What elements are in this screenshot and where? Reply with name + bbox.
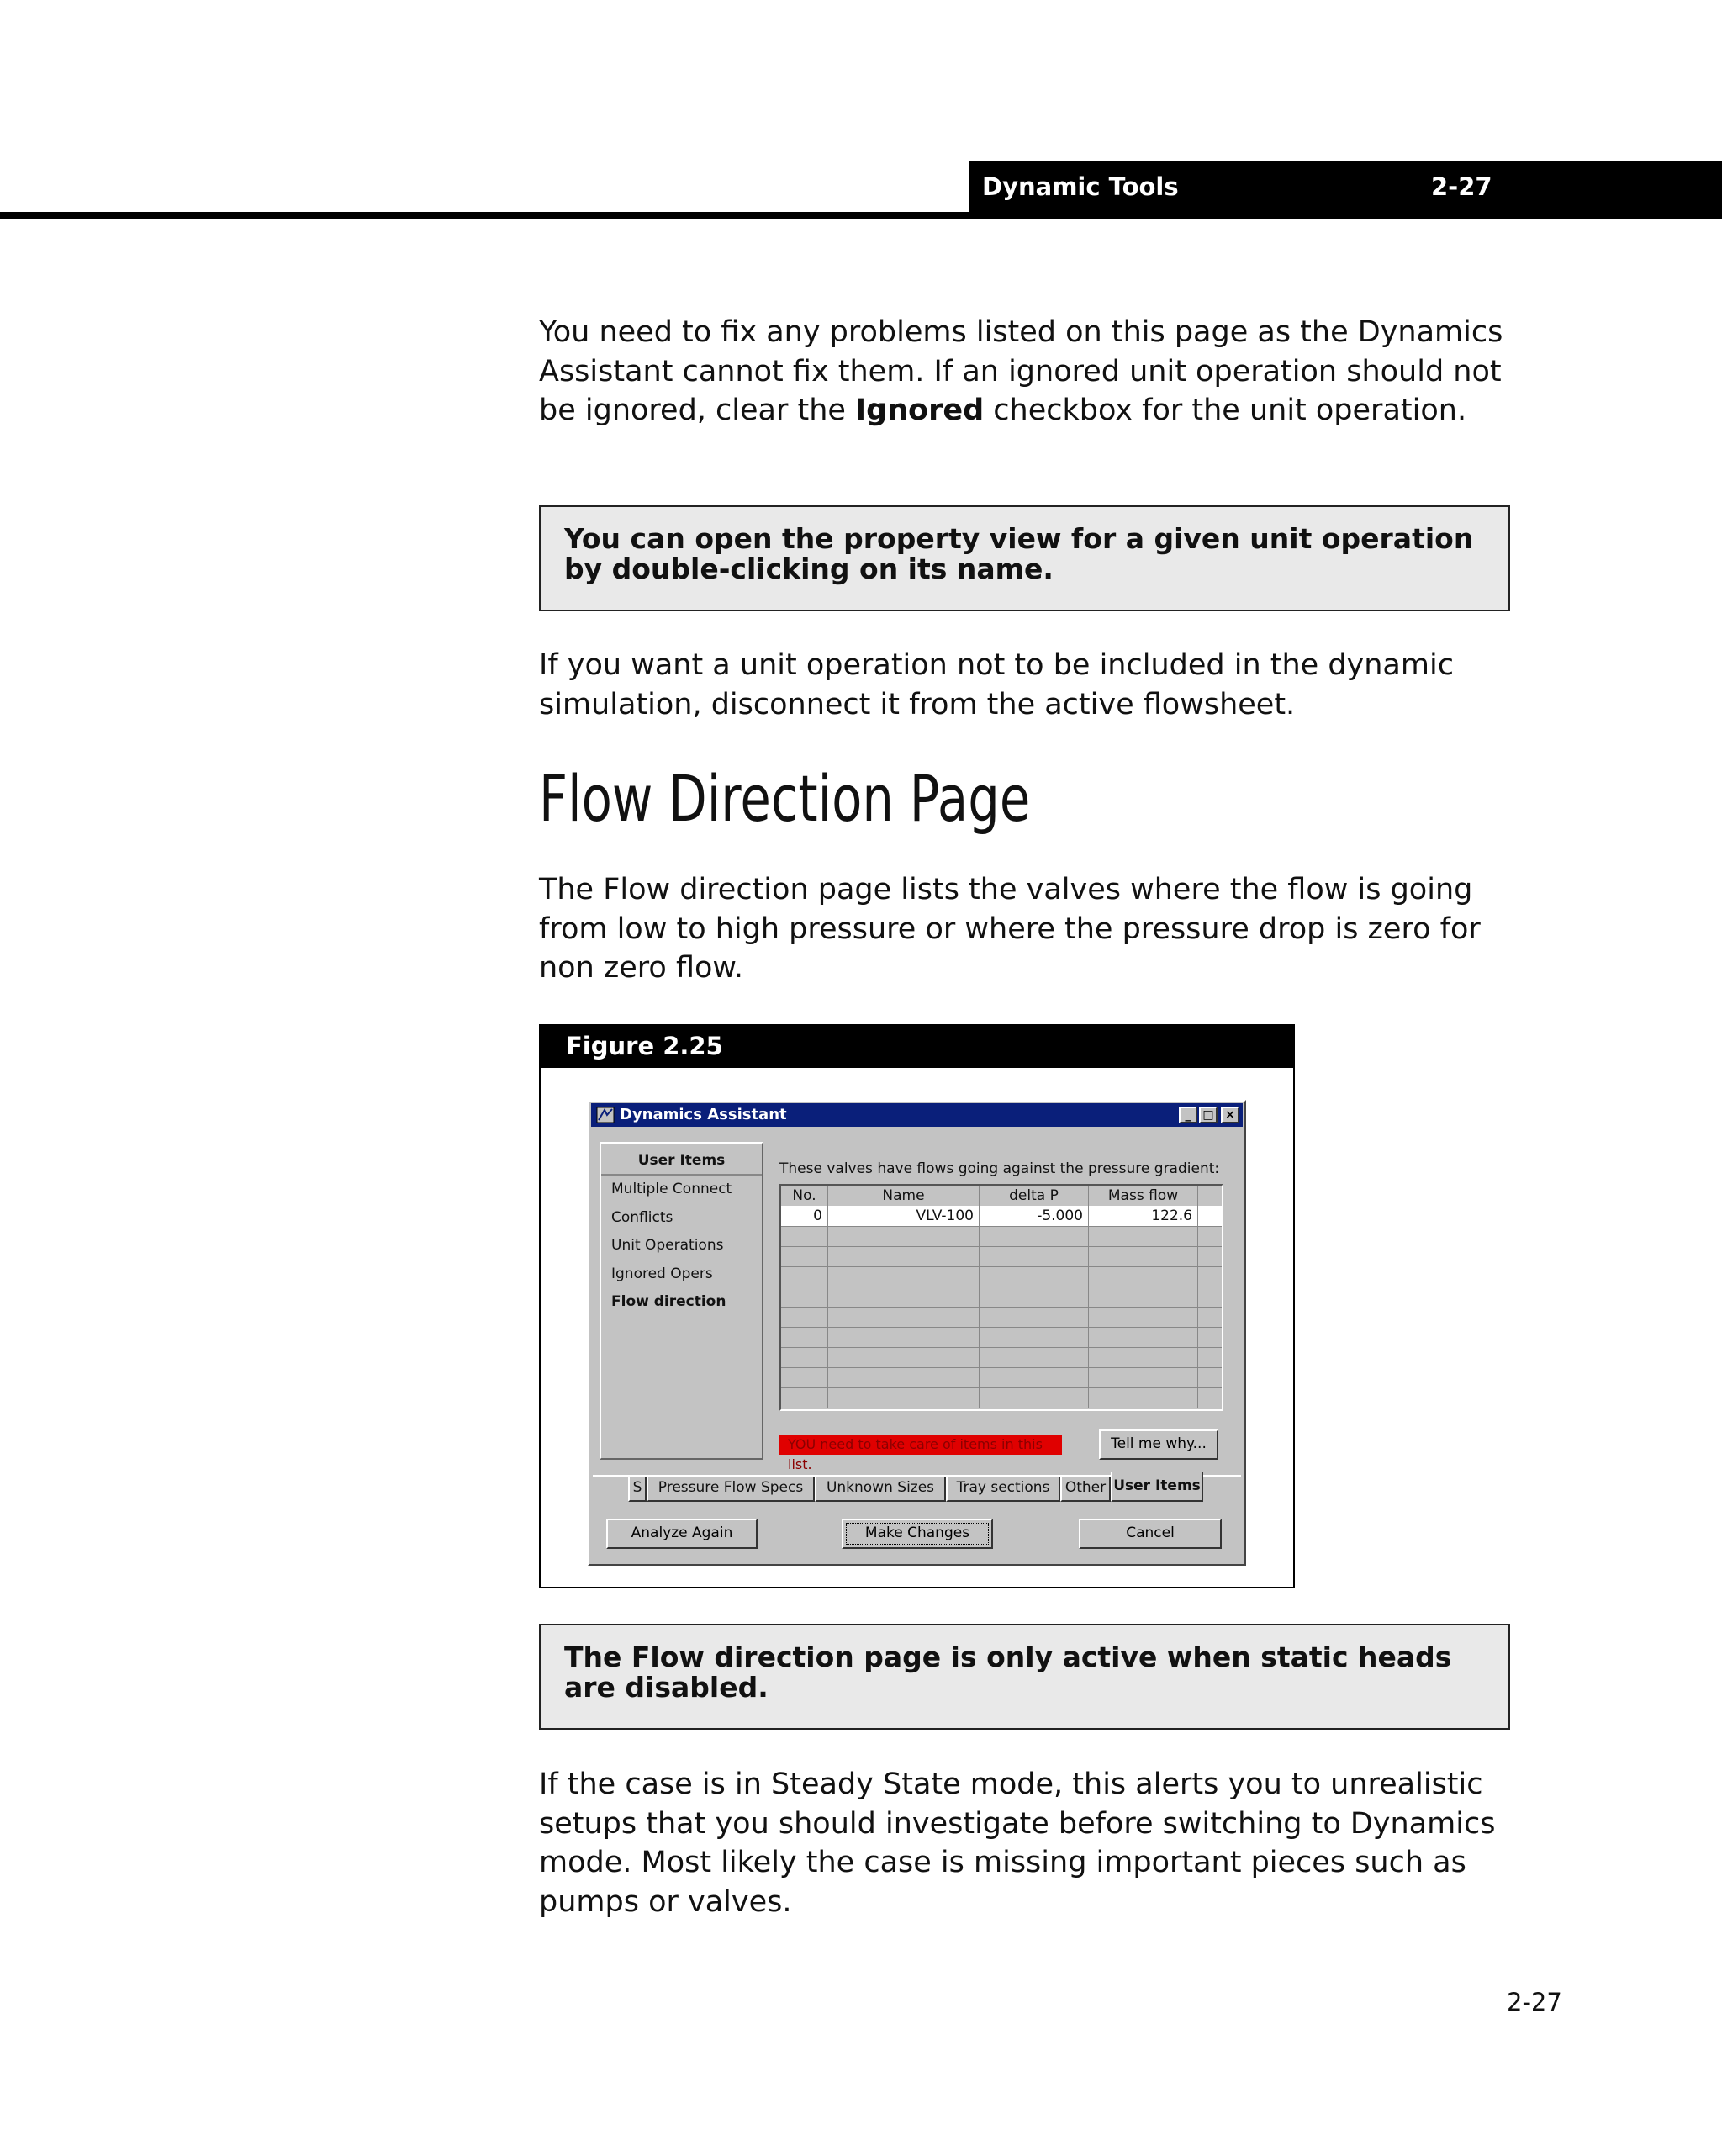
empty-cell[interactable] — [1198, 1246, 1222, 1266]
tab-unknown-sizes[interactable]: Unknown Sizes — [815, 1477, 946, 1502]
empty-cell[interactable] — [1198, 1307, 1222, 1327]
nav-item-flow-direction[interactable]: Flow direction — [611, 1293, 726, 1310]
empty-cell[interactable] — [1089, 1307, 1198, 1327]
empty-cell[interactable] — [980, 1347, 1089, 1367]
empty-cell[interactable] — [828, 1307, 980, 1327]
close-button[interactable]: × — [1221, 1107, 1239, 1123]
table-row[interactable] — [781, 1206, 1222, 1227]
empty-cell[interactable] — [1198, 1226, 1222, 1246]
column-header-filler — [1198, 1186, 1222, 1206]
tab-other[interactable]: Other — [1060, 1477, 1111, 1502]
tab-s[interactable]: S — [628, 1477, 647, 1502]
empty-cell[interactable] — [781, 1287, 828, 1307]
empty-cell[interactable] — [1089, 1246, 1198, 1266]
empty-cell[interactable] — [980, 1226, 1089, 1246]
empty-cell[interactable] — [828, 1387, 980, 1408]
intro-text-2: checkbox for the unit operation. — [984, 394, 1467, 427]
nav-item-multiple-connect[interactable]: Multiple Connect — [611, 1181, 732, 1197]
flow-direction-table — [779, 1184, 1223, 1411]
header-page-number: 2-27 — [1431, 172, 1492, 201]
empty-cell[interactable] — [1198, 1266, 1222, 1287]
analyze-again-button[interactable]: Analyze Again — [606, 1519, 758, 1549]
note-box-1 — [539, 505, 1510, 611]
empty-cell[interactable] — [980, 1246, 1089, 1266]
empty-cell[interactable] — [1089, 1287, 1198, 1307]
empty-cell[interactable] — [980, 1287, 1089, 1307]
empty-cell[interactable] — [781, 1367, 828, 1387]
make-changes-button[interactable]: Make Changes — [842, 1519, 993, 1549]
note-text-2: The Flow direction page is only active when static heads are disabled. — [564, 1641, 1452, 1704]
empty-cell[interactable] — [980, 1266, 1089, 1287]
empty-cell[interactable] — [781, 1387, 828, 1408]
table-row-empty[interactable] — [781, 1307, 1222, 1328]
footer-page-number: 2-27 — [1507, 1988, 1562, 2016]
minimize-button[interactable]: _ — [1179, 1107, 1197, 1123]
nav-item-unit-operations[interactable]: Unit Operations — [611, 1237, 724, 1254]
paragraph-4: If the case is in Steady State mode, this alerts you to unrealistic setups that you should investigate before switching to Dynamics mode. Most likely the case is missing important pieces such as pumps or valves. — [539, 1768, 1496, 1919]
app-icon — [596, 1106, 615, 1124]
empty-cell[interactable] — [1089, 1327, 1198, 1347]
empty-cell[interactable] — [1089, 1387, 1198, 1408]
empty-cell[interactable] — [781, 1226, 828, 1246]
empty-cell[interactable] — [828, 1347, 980, 1367]
empty-cell[interactable] — [781, 1246, 828, 1266]
ignored-term: Ignored — [855, 394, 985, 427]
table-row-empty[interactable] — [781, 1387, 1222, 1408]
window-titlebar[interactable] — [591, 1103, 1243, 1127]
column-header-name[interactable]: Name — [828, 1186, 980, 1206]
table-row-empty[interactable] — [781, 1287, 1222, 1308]
table-row-empty[interactable] — [781, 1367, 1222, 1388]
tab-pressure-flow-specs[interactable]: Pressure Flow Specs — [647, 1477, 815, 1502]
intro-paragraph — [539, 313, 1506, 431]
empty-cell[interactable] — [828, 1327, 980, 1347]
cell-delta-p[interactable]: -5.000 — [980, 1206, 1089, 1226]
cell-no[interactable]: 0 — [781, 1206, 828, 1226]
empty-cell[interactable] — [1198, 1367, 1222, 1387]
empty-cell[interactable] — [828, 1287, 980, 1307]
table-row-empty[interactable] — [781, 1266, 1222, 1287]
empty-cell[interactable] — [1089, 1347, 1198, 1367]
empty-cell[interactable] — [828, 1246, 980, 1266]
user-items-panel — [600, 1142, 763, 1460]
empty-cell[interactable] — [1198, 1327, 1222, 1347]
empty-cell[interactable] — [980, 1327, 1089, 1347]
table-row-empty[interactable] — [781, 1246, 1222, 1267]
table-header — [781, 1186, 1222, 1207]
grid-caption: These valves have flows going against the pressure gradient: — [779, 1160, 1220, 1177]
tab-user-items[interactable]: User Items — [1111, 1472, 1203, 1502]
dynamics-assistant-window — [588, 1100, 1246, 1566]
paragraph-3: The Flow direction page lists the valves where the flow is going from low to high pressure or where the pressure drop is zero for non zero flow. — [539, 873, 1481, 985]
nav-item-conflicts[interactable]: Conflicts — [611, 1209, 673, 1226]
empty-cell[interactable] — [980, 1307, 1089, 1327]
empty-cell[interactable] — [1198, 1387, 1222, 1408]
cell-filler — [1198, 1206, 1222, 1226]
empty-cell[interactable] — [781, 1307, 828, 1327]
section-title: Flow Direction Page — [539, 761, 1031, 836]
empty-cell[interactable] — [781, 1347, 828, 1367]
cell-mass-flow[interactable]: 122.6 — [1089, 1206, 1198, 1226]
empty-cell[interactable] — [1198, 1347, 1222, 1367]
tab-tray-sections[interactable]: Tray sections — [946, 1477, 1060, 1502]
paragraph-2: If you want a unit operation not to be included in the dynamic simulation, disconnect it from the active flowsheet. — [539, 648, 1454, 721]
empty-cell[interactable] — [828, 1226, 980, 1246]
empty-cell[interactable] — [1089, 1226, 1198, 1246]
empty-cell[interactable] — [980, 1387, 1089, 1408]
empty-cell[interactable] — [1198, 1287, 1222, 1307]
figure-caption: Figure 2.25 — [566, 1032, 723, 1060]
user-items-heading: User Items — [601, 1144, 762, 1176]
maximize-button[interactable]: □ — [1199, 1107, 1218, 1123]
figure — [539, 1024, 1295, 1588]
note-box-2 — [539, 1624, 1510, 1730]
empty-cell[interactable] — [828, 1266, 980, 1287]
empty-cell[interactable] — [1089, 1266, 1198, 1287]
column-header-delta-p[interactable]: delta P — [980, 1186, 1089, 1206]
table-row-empty[interactable] — [781, 1226, 1222, 1247]
note-text-1: You can open the property view for a given unit operation by double-clicking on its name. — [564, 522, 1474, 585]
empty-cell[interactable] — [781, 1266, 828, 1287]
empty-cell[interactable] — [1089, 1367, 1198, 1387]
empty-cell[interactable] — [980, 1367, 1089, 1387]
figure-caption-bar — [541, 1026, 1293, 1068]
tell-me-why-button[interactable]: Tell me why... — [1099, 1429, 1218, 1460]
nav-item-ignored-opers[interactable]: Ignored Opers — [611, 1266, 713, 1282]
column-header-mass-flow[interactable]: Mass flow — [1089, 1186, 1198, 1206]
table-row-empty[interactable] — [781, 1327, 1222, 1348]
header-title: Dynamic Tools — [982, 172, 1179, 201]
intro-text-1: You need to fix any problems listed on this page as the Dynamics Assistant cannot fix them. If an ignored unit operation should not be ignored, clear the — [539, 315, 1503, 427]
table-row-empty[interactable] — [781, 1347, 1222, 1368]
empty-cell[interactable] — [828, 1367, 980, 1387]
cell-name[interactable]: VLV-100 — [828, 1206, 980, 1226]
window-title: Dynamics Assistant — [620, 1106, 787, 1123]
cancel-button[interactable]: Cancel — [1079, 1519, 1222, 1549]
empty-cell[interactable] — [781, 1327, 828, 1347]
column-header-no[interactable]: No. — [781, 1186, 828, 1206]
warning-message: YOU need to take care of items in this list. — [779, 1435, 1062, 1455]
